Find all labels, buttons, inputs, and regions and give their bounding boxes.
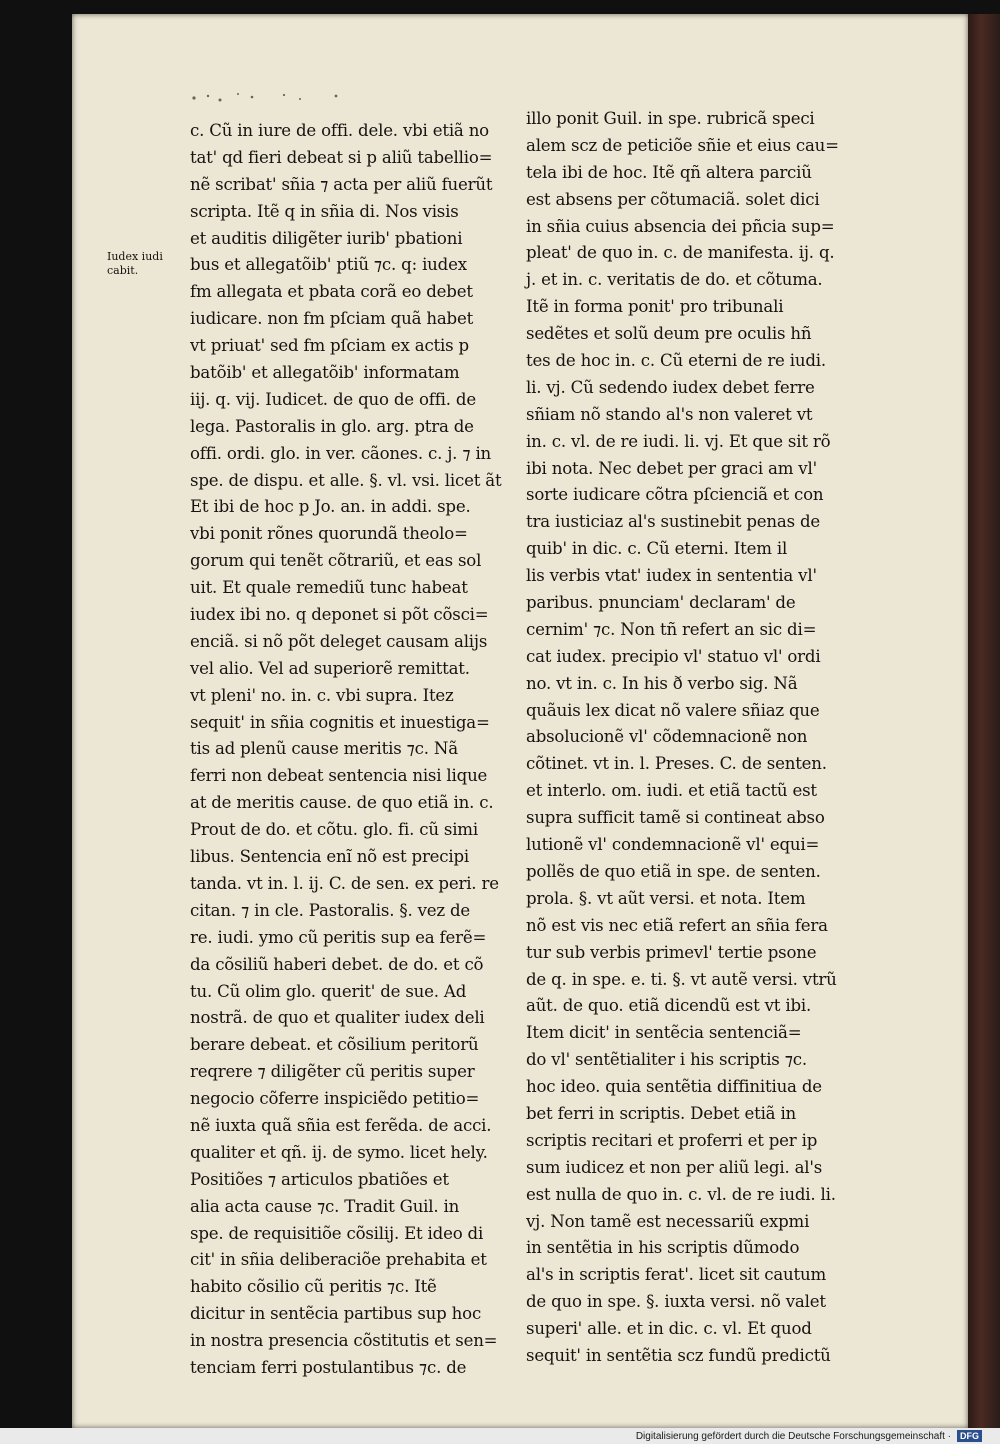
text-line: lutionẽ vl' condemnacionẽ vl' equi= bbox=[526, 835, 820, 855]
text-line: in sentẽtia in his scriptis dũmodo bbox=[526, 1238, 800, 1258]
text-line: vt pleni' no. in. c. vbi supra. Itez bbox=[190, 685, 454, 705]
text-line: paribus. pnunciam' declaram' de bbox=[526, 593, 796, 613]
text-line: quãuis lex dicat nõ valere sñiaz que bbox=[526, 700, 820, 720]
text-line: lega. Pastoralis in glo. arg. ptra de bbox=[190, 416, 474, 436]
text-line: tat' qd fieri debeat si p aliũ tabellio= bbox=[190, 147, 493, 167]
text-line: pleat' de quo in. c. de manifesta. ij. q. bbox=[526, 243, 835, 263]
dfg-logo: DFG bbox=[957, 1430, 982, 1442]
text-line: nẽ iuxta quã sñia est ferẽda. de acci. bbox=[190, 1115, 492, 1135]
text-line: j. et in. c. veritatis de do. et cõtuma. bbox=[526, 270, 823, 290]
text-line: ferri non debeat sentencia nisi lique bbox=[190, 766, 488, 786]
text-line: de quo in spe. §. iuxta versi. nõ valet bbox=[526, 1292, 826, 1312]
marginal-line: Iudex iudi bbox=[107, 250, 163, 263]
text-line: iij. q. vij. Iudicet. de quo de offi. de bbox=[190, 389, 476, 409]
text-line: vbi ponit rõnes quorundã theolo= bbox=[190, 524, 468, 544]
text-line: aũt. de quo. etiã dicendũ est vt ibi. bbox=[526, 996, 812, 1016]
text-line: qualiter et qñ. ij. de symo. licet hely. bbox=[190, 1142, 488, 1162]
text-line: Et ibi de hoc p Jo. an. in addi. spe. bbox=[190, 497, 471, 517]
text-line: lis verbis vtat' iudex in sententia vl' bbox=[526, 566, 817, 586]
text-line: gorum qui tenẽt cõtrariũ, et eas sol bbox=[190, 551, 482, 571]
left-text-column bbox=[190, 118, 525, 1382]
text-line: in. c. vl. de re iudi. li. vj. Et que sit rõ bbox=[526, 431, 831, 451]
text-line: cernim' ⁊c. Non tñ refert an sic di= bbox=[526, 619, 817, 639]
text-line: et auditis diligẽter iurib' pbationi bbox=[190, 228, 463, 248]
text-line: vj. Non tamẽ est necessariũ expmi bbox=[526, 1211, 810, 1231]
text-line: citan. ⁊ in cle. Pastoralis. §. vez de bbox=[190, 900, 471, 920]
text-line: ibi nota. Nec debet per graci am vl' bbox=[526, 458, 817, 478]
text-line: est absens per cõtumaciã. solet dici bbox=[526, 189, 820, 209]
text-line: scripta. Itẽ q in sñia di. Nos visis bbox=[190, 201, 459, 221]
text-line: Item dicit' in sentẽcia sentenciã= bbox=[526, 1023, 802, 1043]
text-line: absolucionẽ vl' cõdemnacionẽ non bbox=[526, 727, 808, 747]
text-line: no. vt in. c. In his ð verbo sig. Nã bbox=[526, 673, 798, 693]
text-line: tela ibi de hoc. Itẽ qñ altera parciũ bbox=[526, 162, 812, 182]
footer-bar bbox=[0, 1428, 1000, 1444]
text-line: tanda. vt in. l. ij. C. de sen. ex peri. re bbox=[190, 873, 499, 893]
marginal-note bbox=[107, 250, 163, 278]
text-line: vel alio. Vel ad superiorẽ remittat. bbox=[190, 658, 470, 678]
text-line: c. Cũ in iure de offi. dele. vbi etiã no bbox=[190, 121, 489, 140]
text-line: reqrere ⁊ diligẽter cũ peritis super bbox=[190, 1062, 475, 1082]
text-line: sorte iudicare cõtra pſcienciã et con bbox=[526, 485, 824, 505]
text-line: in nostra presencia cõstitutis et sen= bbox=[190, 1331, 498, 1351]
text-line: sequit' in sñia cognitis et inuestiga= bbox=[190, 712, 490, 732]
text-line: sequit' in sentẽtia scz fundũ predictũ bbox=[526, 1345, 831, 1365]
text-line: Itẽ in forma ponit' pro tribunali bbox=[526, 297, 784, 317]
text-line: est nulla de quo in. c. vl. de re iudi. li. bbox=[526, 1184, 836, 1204]
text-line: al's in scriptis ferat'. licet sit cautum bbox=[526, 1265, 827, 1285]
text-line: tra iusticiaz al's sustinebit penas de bbox=[526, 512, 821, 532]
text-line: li. vj. Cũ sedendo iudex debet ferre bbox=[526, 377, 815, 397]
text-line: bus et allegatõib' ptiũ ⁊c. q: iudex bbox=[190, 255, 467, 275]
text-line: sum iudicez et non per aliũ legi. al's bbox=[526, 1157, 823, 1177]
text-line: cõtinet. vt in. l. Preses. C. de senten. bbox=[526, 754, 827, 774]
text-line: fm allegata et pbata corã eo debet bbox=[190, 282, 473, 302]
text-line: da cõsiliũ haberi debet. de do. et cõ bbox=[190, 954, 484, 974]
text-line: do vl' sentẽtialiter i his scriptis ⁊c. bbox=[526, 1050, 807, 1070]
text-line: habito cõsilio cũ peritis ⁊c. Itẽ bbox=[190, 1277, 437, 1297]
text-line: alia acta cause ⁊c. Tradit Guil. in bbox=[190, 1196, 460, 1216]
text-line: supra sufficit tamẽ si contineat abso bbox=[526, 808, 825, 828]
text-line: hoc ideo. quia sentẽtia diffinitiua de bbox=[526, 1077, 822, 1097]
text-line: bet ferri in scriptis. Debet etiã in bbox=[526, 1103, 797, 1123]
ink-specks bbox=[186, 86, 346, 108]
text-line: nẽ scribat' sñia ⁊ acta per aliũ fuerũt bbox=[190, 174, 493, 194]
marginal-line: cabit. bbox=[107, 264, 139, 277]
text-line: vt priuat' sed fm pſciam ex actis p bbox=[190, 336, 469, 356]
text-line: spe. de requisitiõe cõsilij. Et ideo di bbox=[190, 1223, 484, 1243]
text-line: tur sub verbis primevl' tertie psone bbox=[526, 942, 817, 962]
funding-credit: Digitalisierung gefördert durch die Deutsche Forschungsgemeinschaft · bbox=[635, 1430, 951, 1442]
text-line: offi. ordi. glo. in ver. cãones. c. j. ⁊ in bbox=[190, 443, 492, 463]
text-line: cit' in sñia deliberaciõe prehabita et bbox=[190, 1250, 487, 1270]
text-line: scriptis recitari et proferri et per ip bbox=[526, 1130, 818, 1150]
text-line: pollẽs de quo etiã in spe. de senten. bbox=[526, 861, 821, 881]
text-line: cat iudex. precipio vl' statuo vl' ordi bbox=[526, 646, 821, 666]
text-line: Positiões ⁊ articulos pbatiões et bbox=[190, 1169, 449, 1189]
text-line: de q. in spe. e. ti. §. vt autẽ versi. vtrũ bbox=[526, 969, 837, 989]
text-line: prola. §. vt aũt versi. et nota. Item bbox=[526, 888, 806, 908]
text-line: at de meritis cause. de quo etiã in. c. bbox=[190, 793, 494, 813]
book-edge bbox=[968, 14, 1000, 1428]
text-line: alem scz de peticiõe sñie et eius cau= bbox=[526, 135, 839, 155]
text-line: sedẽtes et solũ deum pre oculis hñ bbox=[526, 324, 812, 344]
text-line: enciã. si nõ põt deleget causam alijs bbox=[190, 631, 488, 651]
text-line: tenciam ferri postulantibus ⁊c. de bbox=[190, 1357, 467, 1377]
text-line: Prout de do. et cõtu. glo. fi. cũ simi bbox=[190, 820, 478, 840]
text-line: tu. Cũ olim glo. querit' de sue. Ad bbox=[190, 981, 467, 1001]
text-line: nostrã. de quo et qualiter iudex deli bbox=[190, 1008, 485, 1028]
text-line: et interlo. om. iudi. et etiã tactũ est bbox=[526, 781, 817, 801]
text-line: spe. de dispu. et alle. §. vl. vsi. licet ãt bbox=[190, 470, 502, 490]
text-line: dicitur in sentẽcia partibus sup hoc bbox=[190, 1304, 482, 1324]
text-line: tis ad plenũ cause meritis ⁊c. Nã bbox=[190, 739, 458, 759]
text-line: nõ est vis nec etiã refert an sñia fera bbox=[526, 915, 828, 935]
text-line: iudex ibi no. q deponet si põt cõsci= bbox=[190, 605, 489, 625]
text-line: re. iudi. ymo cũ peritis sup ea ferẽ= bbox=[190, 927, 487, 947]
right-text-column bbox=[526, 106, 861, 1370]
text-line: iudicare. non fm pſciam quã habet bbox=[190, 309, 474, 329]
text-line: uit. Et quale remediũ tunc habeat bbox=[190, 578, 468, 598]
text-line: illo ponit Guil. in spe. rubricã speci bbox=[526, 109, 815, 128]
text-line: sñiam nõ stando al's non valeret vt bbox=[526, 404, 813, 424]
text-line: superi' alle. et in dic. c. vl. Et quod bbox=[526, 1319, 812, 1339]
text-line: negocio cõferre inspiciẽdo petitio= bbox=[190, 1089, 480, 1109]
text-line: libus. Sentencia enĩ nõ est precipi bbox=[190, 847, 470, 867]
text-line: tes de hoc in. c. Cũ eterni de re iudi. bbox=[526, 351, 826, 371]
text-line: berare debeat. et cõsilium peritorũ bbox=[190, 1035, 479, 1055]
text-line: batõib' et allegatõib' informatam bbox=[190, 363, 460, 383]
text-line: quib' in dic. c. Cũ eterni. Item il bbox=[526, 539, 788, 559]
text-line: in sñia cuius absencia dei pñcia sup= bbox=[526, 216, 835, 236]
